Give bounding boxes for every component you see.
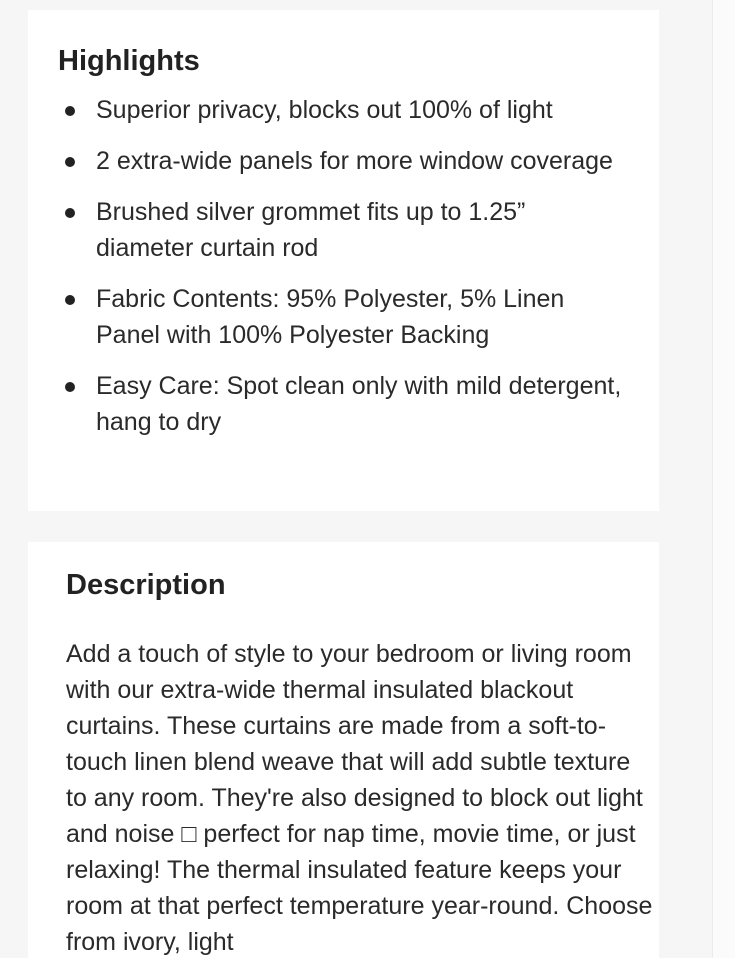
page-gutter xyxy=(712,0,735,958)
bullet-icon xyxy=(65,106,75,116)
bullet-icon xyxy=(65,382,75,392)
bullet-icon xyxy=(65,208,75,218)
highlight-text: Superior privacy, blocks out 100% of light xyxy=(96,96,553,124)
highlights-card xyxy=(28,10,659,511)
highlight-item xyxy=(28,368,659,440)
highlight-item xyxy=(28,143,659,179)
description-heading: Description xyxy=(66,569,226,601)
bullet-icon xyxy=(65,157,75,167)
description-text: Add a touch of style to your bedroom or living room with our extra-wide thermal insulated blackout curtains. These curtains are made from a soft-to-touch linen blend weave that will add subtle texture to any room. They're also designed to block out light and noise □ perfect for nap time, movie time, or just relaxing! The thermal insulated feature keeps your room at that perfect temperature year-round. Choose from ivory, light xyxy=(66,640,653,956)
bullet-icon xyxy=(65,295,75,305)
highlights-list xyxy=(28,92,659,455)
highlight-text: 2 extra-wide panels for more window coverage xyxy=(96,147,613,175)
highlight-text: Easy Care: Spot clean only with mild detergent, hang to dry xyxy=(96,372,622,436)
highlight-item xyxy=(28,194,659,266)
highlight-item xyxy=(28,92,659,128)
description-card xyxy=(28,542,659,958)
highlight-text: Brushed silver grommet fits up to 1.25” diameter curtain rod xyxy=(96,198,526,262)
highlight-item xyxy=(28,281,659,353)
highlights-heading: Highlights xyxy=(58,45,200,77)
highlight-text: Fabric Contents: 95% Polyester, 5% Linen Panel with 100% Polyester Backing xyxy=(96,285,565,349)
